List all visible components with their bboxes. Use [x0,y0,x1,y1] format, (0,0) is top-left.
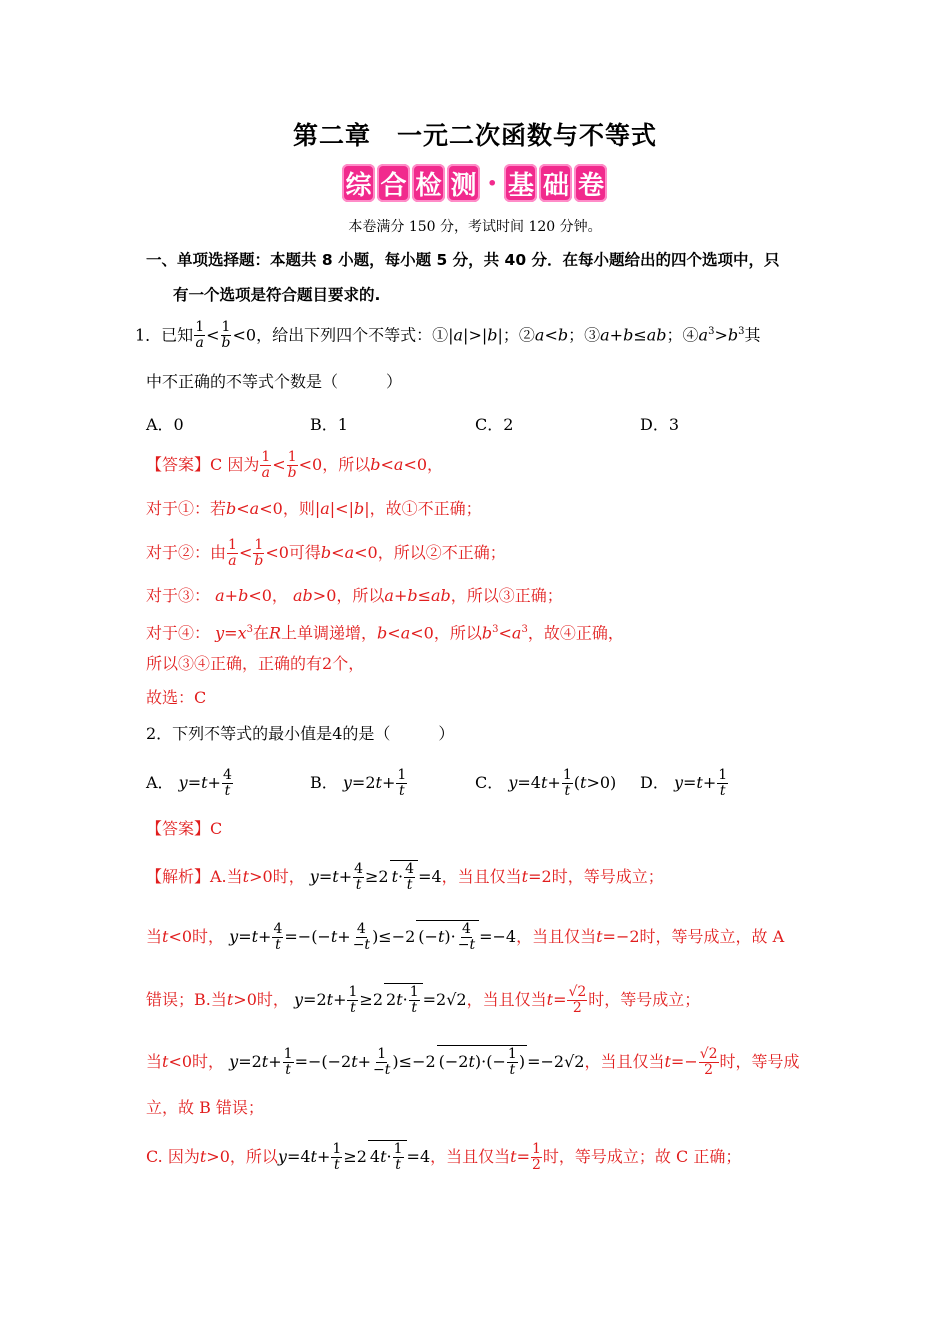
q1-conclusion-text: 所以③④正确，正确的有 [146,654,323,673]
q2-answer: 【答案】C [146,819,223,838]
q1-option-d: D．3 [640,415,680,434]
q2-a1-tail: 时，等号成立； [551,867,664,886]
q2-option-d: D． y=t+ $\frac{1}{t}$ [640,767,728,799]
q1-option-b: B．1 [310,415,348,434]
q2-b2-tail: 时，等号成 [719,1052,800,1071]
q1-stem-mid: ，给出下列四个不等式： [256,325,433,345]
q2-stem-number: 4 [332,724,343,743]
q1-answer: 【答案】C 因为 $\frac{1}{a}$ < $\frac{1}{b}$ <0，所以b<a<0， [146,449,444,481]
q1-option-a: A．0 [146,415,184,434]
q1-conclusion-number: 2 [322,654,333,673]
q2-analysis-b3: 立，故 B 错误； [146,1098,264,1117]
q2-b2-mid: 时， [192,1052,225,1071]
q1-item4: 对于④： $y=x^3$在R上单调递增，b<a<0，所以$b^3<a^3$，故④正确， [146,623,624,643]
q2-option-a-label: A． [146,773,174,792]
banner-char: 检 [412,164,445,202]
q2-b2-pre: 当 [146,1052,163,1071]
q1-item4-c: ，所以 [433,623,482,643]
q2-a2-tail: 时，等号成立，故 A [639,927,785,946]
q2-b1-mid: 时， [256,990,289,1009]
q1-item3-mid: ，所以 [336,586,385,605]
q2-analysis-a1: 【解析】A.当t>0时， y=t+ $\frac{4}{t}$ ≥2 t· $\frac{4}{t}$ =4，当且仅当t=2时，等号成立； [146,861,664,893]
banner-char: 综 [342,164,375,202]
section-heading-line1: 一、单项选择题：本题共 8 小题，每小题 5 分，共 40 分．在每小题给出的四个选项中，只 [146,251,780,269]
q2-b1-tail: 时，等号成立； [588,990,701,1009]
q1-answer-mid: ，所以 [322,455,371,474]
q1-item4-pre: 对于④： [146,623,211,643]
subtitle: 本卷满分 150 分，考试时间 120 分钟。 [348,219,602,235]
q1-stem-end: 其 [744,325,761,345]
banner-dot: · [487,165,498,201]
q2-b2-end: ，当且仅当 [584,1052,665,1071]
q2-c1-end: ，当且仅当 [430,1147,511,1166]
q1-stem-pre: 1．已知 [135,325,194,345]
q1-item4-end: ，故④正确， [527,623,624,643]
q1-item2-end: ，所以②不正确； [377,543,506,562]
q2-option-a: A． y=t+ $\frac{4}{t}$ [146,767,232,799]
q2-stem [146,722,454,746]
q1-item3-pre: 对于③： [146,586,211,605]
q1-item3: 对于③： a+b<0， ab>0，所以a+b≤ab，所以③正确； [146,586,563,605]
q1-item4-a: 在 [252,623,269,643]
q1-stem-line2: 中不正确的不等式个数是（ ） [146,372,403,391]
banner-char: 合 [377,164,410,202]
q1-item2: 对于②：由 $\frac{1}{a}$ < $\frac{1}{b}$ <0可得b<a<0，所以②不正确； [146,537,506,569]
q2-stem-text: 2．下列不等式的最小值是 [146,724,333,743]
q2-a2-mid: 时， [192,927,225,946]
q1-item1-end: ，故①不正确； [369,499,482,518]
q2-analysis-b2: 当t<0时， y=2t+ $\frac{1}{t}$ =−(−2t+ $\frac{1}{-t}$ )≤−2 (−2t)·(− $\frac{1}{t}$ ) =−2√2，当且仅当t=− $\frac{√2}{2}$ 时，等号成 [146,1046,800,1078]
q1-item2-mid: 可得 [288,543,321,562]
q2-a1-end: ，当且仅当 [441,867,522,886]
q1-item4-b: 上单调递增， [281,623,378,643]
banner-char: 基 [504,164,537,202]
q2-a1-mid: 时， [272,867,305,886]
q2-c1-mid: ，所以 [229,1147,278,1166]
q2-a2-pre: 当 [146,927,163,946]
q2-option-d-label: D． [640,773,669,792]
q1-option-c: C．2 [475,415,514,434]
q1-item1-mid: ，则 [282,499,315,518]
q1-item3-end: ，所以③正确； [450,586,563,605]
q2-c1-tail: 时，等号成立；故 C 正确； [542,1147,742,1166]
q2-option-c-label: C． [475,773,504,792]
q2-b1-pre: 错误；B.当 [146,990,227,1009]
q2-a2-end: ，当且仅当 [516,927,597,946]
q2-analysis-b1: 错误；B.当t>0时， y=2t+ $\frac{1}{t}$ ≥2 2t· $\frac{1}{t}$ =2√2，当且仅当t= $\frac{√2}{2}$ 时，等号成立； [146,984,701,1016]
q2-option-b-label: B． [310,773,338,792]
q2-option-b: B． y=2t+ $\frac{1}{t}$ [310,767,407,799]
q2-c1-pre: C. 因为 [146,1147,200,1166]
banner-char: 卷 [574,164,607,202]
q1-item1-pre: 对于①：若 [146,499,227,518]
q2-option-c: C． y=4t+ $\frac{1}{t}$ (t>0) [475,767,617,799]
q1-conclusion-end: 个， [332,654,365,673]
q1-item1: 对于①：若b<a<0，则|a|<|b|，故①不正确； [146,499,482,518]
q2-analysis-tag: 【解析】A.当 [146,867,243,886]
section-heading-line2: 有一个选项是符合题目要求的. [173,286,381,304]
q2-stem-end: 的是（ ） [342,724,455,743]
q1-stem: 1．已知 $\frac{1}{a}$ < $\frac{1}{b}$ <0，给出下列四个不等式：①|a|>|b|；②a<b；③a+b≤ab；$④a^3>b^3$其 [135,319,761,352]
banner-char: 础 [539,164,572,202]
q1-answer-tag: 【答案】C 因为 [146,455,260,474]
q2-analysis-c1: C. 因为t>0，所以y=4t+ $\frac{1}{t}$ ≥2 4t· $\frac{1}{t}$ =4，当且仅当t= $\frac{1}{2}$ 时，等号成立；故 C 正确； [146,1141,742,1173]
banner [342,164,607,202]
banner-char: 测 [447,164,480,202]
q1-conclusion [146,652,364,676]
q1-choice: 故选：C [146,688,207,707]
page-title: 第二章 一元二次函数与不等式 [292,121,657,150]
q1-item2-pre: 对于②：由 [146,543,227,562]
q2-b1-end: ，当且仅当 [466,990,547,1009]
q2-analysis-a2: 当t<0时， y=t+ $\frac{4}{t}$ =−(−t+ $\frac{4}{-t}$ )≤−2 (−t)· $\frac{4}{-t}$ =−4，当且仅当t=−2时，等号成立，故 A [146,921,785,953]
